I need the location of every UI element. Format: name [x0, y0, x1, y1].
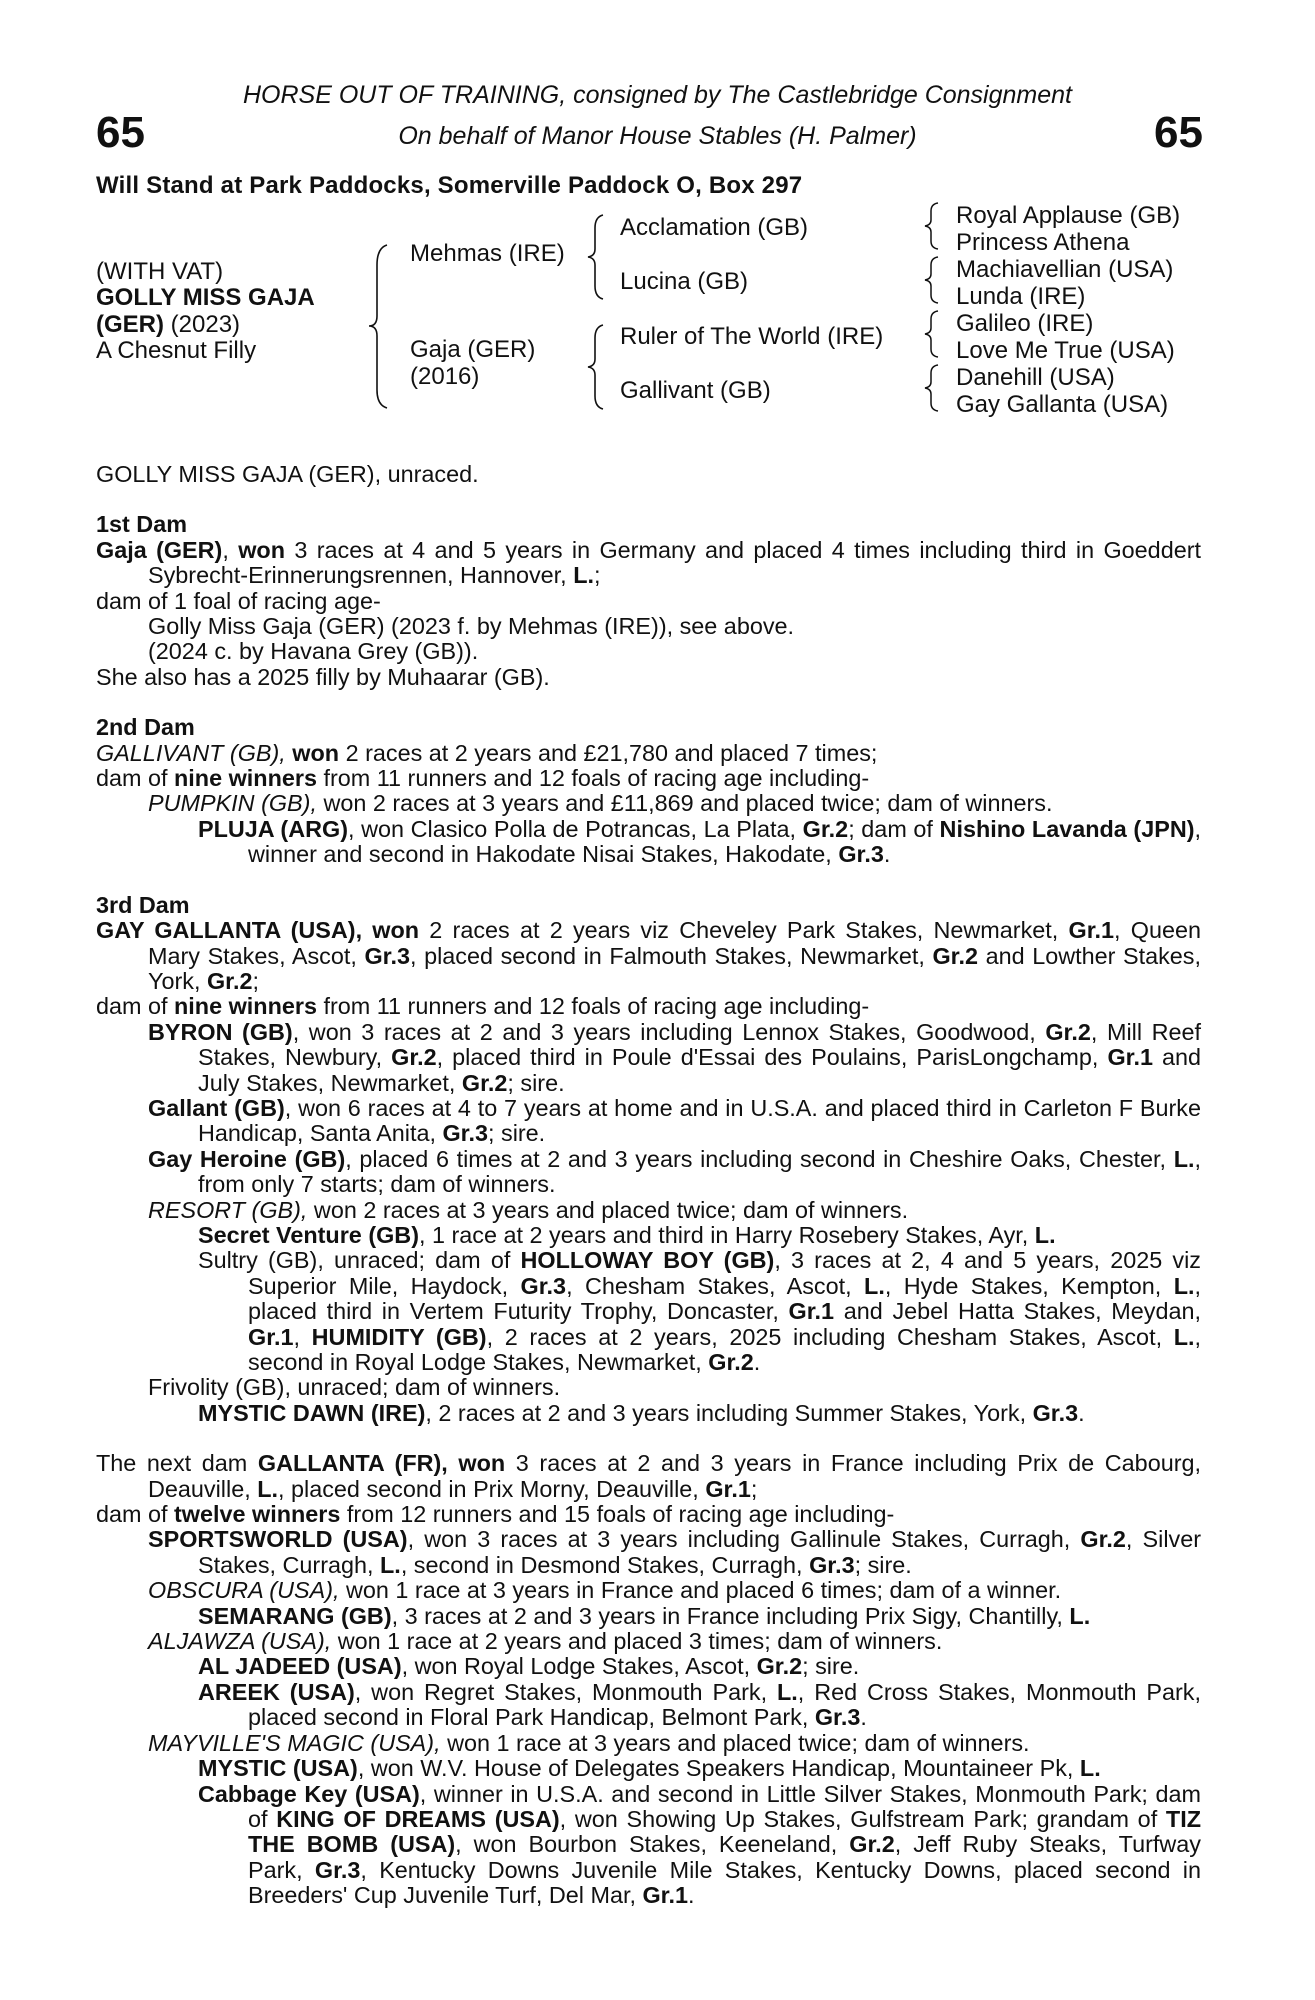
pedigree-brace-sire	[585, 212, 609, 302]
g4-4: Lunda (IRE)	[956, 283, 1086, 310]
mayvilles-magic-record: MAYVILLE'S MAGIC (USA), won 1 race at 3 years and placed twice; dam of winners.	[148, 1729, 1030, 1756]
frivolity-record: Frivolity (GB), unraced; dam of winners.	[148, 1374, 561, 1401]
first-dam-heading: 1st Dam	[96, 511, 188, 538]
pedigree-brace-main	[365, 240, 395, 412]
sire-dam: Lucina (GB)	[620, 268, 749, 295]
next-dam-record: The next dam GALLANTA (FR), won 3 races at 2 and 3 years in France including Prix de Cabourg, Deauville, L., placed second in Prix Morny, Deauville, Gr.1;	[96, 1450, 1202, 1502]
first-dam-foal-1: Golly Miss Gaja (GER) (2023 f. by Mehmas (IRE)), see above.	[148, 613, 795, 640]
dam-dam: Gallivant (GB)	[620, 377, 771, 404]
byron-record: BYRON (GB), won 3 races at 2 and 3 years including Lennox Stakes, Goodwood, Gr.2, Mill Reef Stakes, Newbury, Gr.2, placed third in Poule d'Essai des Poulains, ParisLongchamp, Gr.1 and July Stakes, Newmarket, Gr.2; sire.	[148, 1018, 1202, 1096]
mystic-record: MYSTIC (USA), won W.V. House of Delegates Speakers Handicap, Mountaineer Pk, L.	[198, 1755, 1101, 1782]
g4-8: Gay Gallanta (USA)	[956, 391, 1169, 418]
horse-description: A Chesnut Filly	[96, 337, 257, 364]
lot-number-right: 65	[1154, 108, 1203, 157]
next-dam-winners: dam of twelve winners from 12 runners and 15 foals of racing age including-	[96, 1501, 895, 1528]
third-dam-record: GAY GALLANTA (USA), won 2 races at 2 years viz Cheveley Park Stakes, Newmarket, Gr.1, Queen Mary Stakes, Ascot, Gr.3, placed second in Falmouth Stakes, Newmarket, Gr.2 and Lowther Stakes, York, Gr.2;	[96, 917, 1202, 994]
dam-year: (2016)	[410, 363, 480, 390]
lot-number-left: 65	[96, 108, 145, 157]
g4-5: Galileo (IRE)	[956, 310, 1094, 337]
pedigree-brace-g4-3	[922, 308, 944, 360]
g4-3: Machiavellian (USA)	[956, 256, 1174, 283]
obscura-record: OBSCURA (USA), won 1 race at 3 years in France and placed 6 times; dam of a winner.	[148, 1577, 1062, 1604]
mystic-dawn-record: MYSTIC DAWN (IRE), 2 races at 2 and 3 years including Summer Stakes, York, Gr.3.	[198, 1399, 1085, 1426]
consignor-line: HORSE OUT OF TRAINING, consigned by The Castlebridge Consignment	[242, 81, 1073, 109]
second-dam-record: GALLIVANT (GB), won 2 races at 2 years and £21,780 and placed 7 times;	[96, 739, 878, 766]
sire-name: Mehmas (IRE)	[410, 240, 565, 267]
g4-2: Princess Athena	[956, 229, 1130, 256]
g4-7: Danehill (USA)	[956, 364, 1115, 391]
third-dam-winners: dam of nine winners from 11 runners and 12 foals of racing age including-	[96, 993, 870, 1020]
second-dam-heading: 2nd Dam	[96, 714, 195, 741]
first-dam-foals: dam of 1 foal of racing age-	[96, 587, 381, 614]
first-dam-record: Gaja (GER), won 3 races at 4 and 5 years in Germany and placed 4 times including third in Goeddert Sybrecht-Erinnerungsrennen, Hannover, L.;	[96, 536, 1201, 589]
cabbage-key-record: Cabbage Key (USA), winner in U.S.A. and second in Little Silver Stakes, Monmouth Park; dam of KING OF DREAMS (USA), won Showing Up Stakes, Gulfstream Park; grandam of TIZ THE BOMB (USA), won Bourbon Stakes, Keeneland, Gr.2, Jeff Ruby Steaks, Turfway Park, Gr.3, Kentucky Downs Juvenile Mile Stakes, Kentucky Downs, placed second in Breeders' Cup Juvenile Turf, Del Mar, Gr.1.	[198, 1780, 1201, 1909]
pedigree-brace-g4-1	[922, 200, 944, 252]
aljawza-record: ALJAWZA (USA), won 1 race at 2 years and placed 3 times; dam of winners.	[148, 1628, 943, 1655]
vendor-line: On behalf of Manor House Stables (H. Palmer)	[398, 122, 917, 150]
areek-record: AREEK (USA), won Regret Stakes, Monmouth Park, L., Red Cross Stakes, Monmouth Park, placed second in Floral Park Handicap, Belmont Park, Gr.3.	[198, 1678, 1201, 1731]
sire-sire: Acclamation (GB)	[620, 214, 809, 241]
pluja-record: PLUJA (ARG), won Clasico Polla de Potrancas, La Plata, Gr.2; dam of Nishino Lavanda (JPN), winner and second in Hakodate Nisai Stakes, Hakodate, Gr.3.	[198, 815, 1202, 868]
intro-line: GOLLY MISS GAJA (GER), unraced.	[96, 461, 479, 487]
horse-name: GOLLY MISS GAJA	[96, 284, 315, 311]
vat-note: (WITH VAT)	[96, 258, 224, 285]
third-dam-heading: 3rd Dam	[96, 891, 190, 918]
resort-record: RESORT (GB), won 2 races at 3 years and placed twice; dam of winners.	[148, 1196, 909, 1223]
pumpkin-record: PUMPKIN (GB), won 2 races at 3 years and £11,869 and placed twice; dam of winners.	[148, 790, 1053, 817]
stand-location: Will Stand at Park Paddocks, Somerville Paddock O, Box 297	[96, 172, 803, 199]
dam-name: Gaja (GER)	[410, 336, 536, 363]
horse-origin-year: (GER) (2023)	[96, 311, 241, 338]
al-jadeed-record: AL JADEED (USA), won Royal Lodge Stakes, Ascot, Gr.2; sire.	[198, 1653, 860, 1680]
gallant-record: Gallant (GB), won 6 races at 4 to 7 years at home and in U.S.A. and placed third in Carleton F Burke Handicap, Santa Anita, Gr.3; sire.	[148, 1094, 1202, 1147]
g4-6: Love Me True (USA)	[956, 337, 1175, 364]
produce-record	[96, 462, 1201, 1909]
sportsworld-record: SPORTSWORLD (USA), won 3 races at 3 years including Gallinule Stakes, Curragh, Gr.2, Silver Stakes, Curragh, L., second in Desmond Stakes, Curragh, Gr.3; sire.	[148, 1526, 1202, 1578]
second-dam-winners: dam of nine winners from 11 runners and 12 foals of racing age including-	[96, 765, 870, 792]
pedigree-brace-g4-4	[922, 362, 944, 414]
g4-1: Royal Applause (GB)	[956, 202, 1181, 229]
first-dam-note: She also has a 2025 filly by Muhaarar (GB).	[96, 663, 550, 690]
first-dam-foal-2: (2024 c. by Havana Grey (GB)).	[148, 638, 479, 665]
pedigree-brace-dam	[585, 322, 609, 412]
semarang-record: SEMARANG (GB), 3 races at 2 and 3 years in France including Prix Sigy, Chantilly, L.	[198, 1602, 1091, 1629]
dam-sire: Ruler of The World (IRE)	[620, 323, 884, 350]
pedigree-brace-g4-2	[922, 254, 944, 306]
gay-heroine-record: Gay Heroine (GB), placed 6 times at 2 and 3 years including second in Cheshire Oaks, Chester, L., from only 7 starts; dam of winners.	[148, 1145, 1201, 1198]
sultry-record: Sultry (GB), unraced; dam of HOLLOWAY BOY (GB), 3 races at 2, 4 and 5 years, 2025 viz Superior Mile, Haydock, Gr.3, Chesham Stakes, Ascot, L., Hyde Stakes, Kempton, L., placed third in Vertem Futurity Trophy, Doncaster, Gr.1 and Jebel Hatta Stakes, Meydan, Gr.1, HUMIDITY (GB), 2 races at 2 years, 2025 including Chesham Stakes, Ascot, L., second in Royal Lodge Stakes, Newmarket, Gr.2.	[198, 1247, 1202, 1375]
secret-venture-record: Secret Venture (GB), 1 race at 2 years and third in Harry Rosebery Stakes, Ayr, L.	[198, 1221, 1056, 1248]
